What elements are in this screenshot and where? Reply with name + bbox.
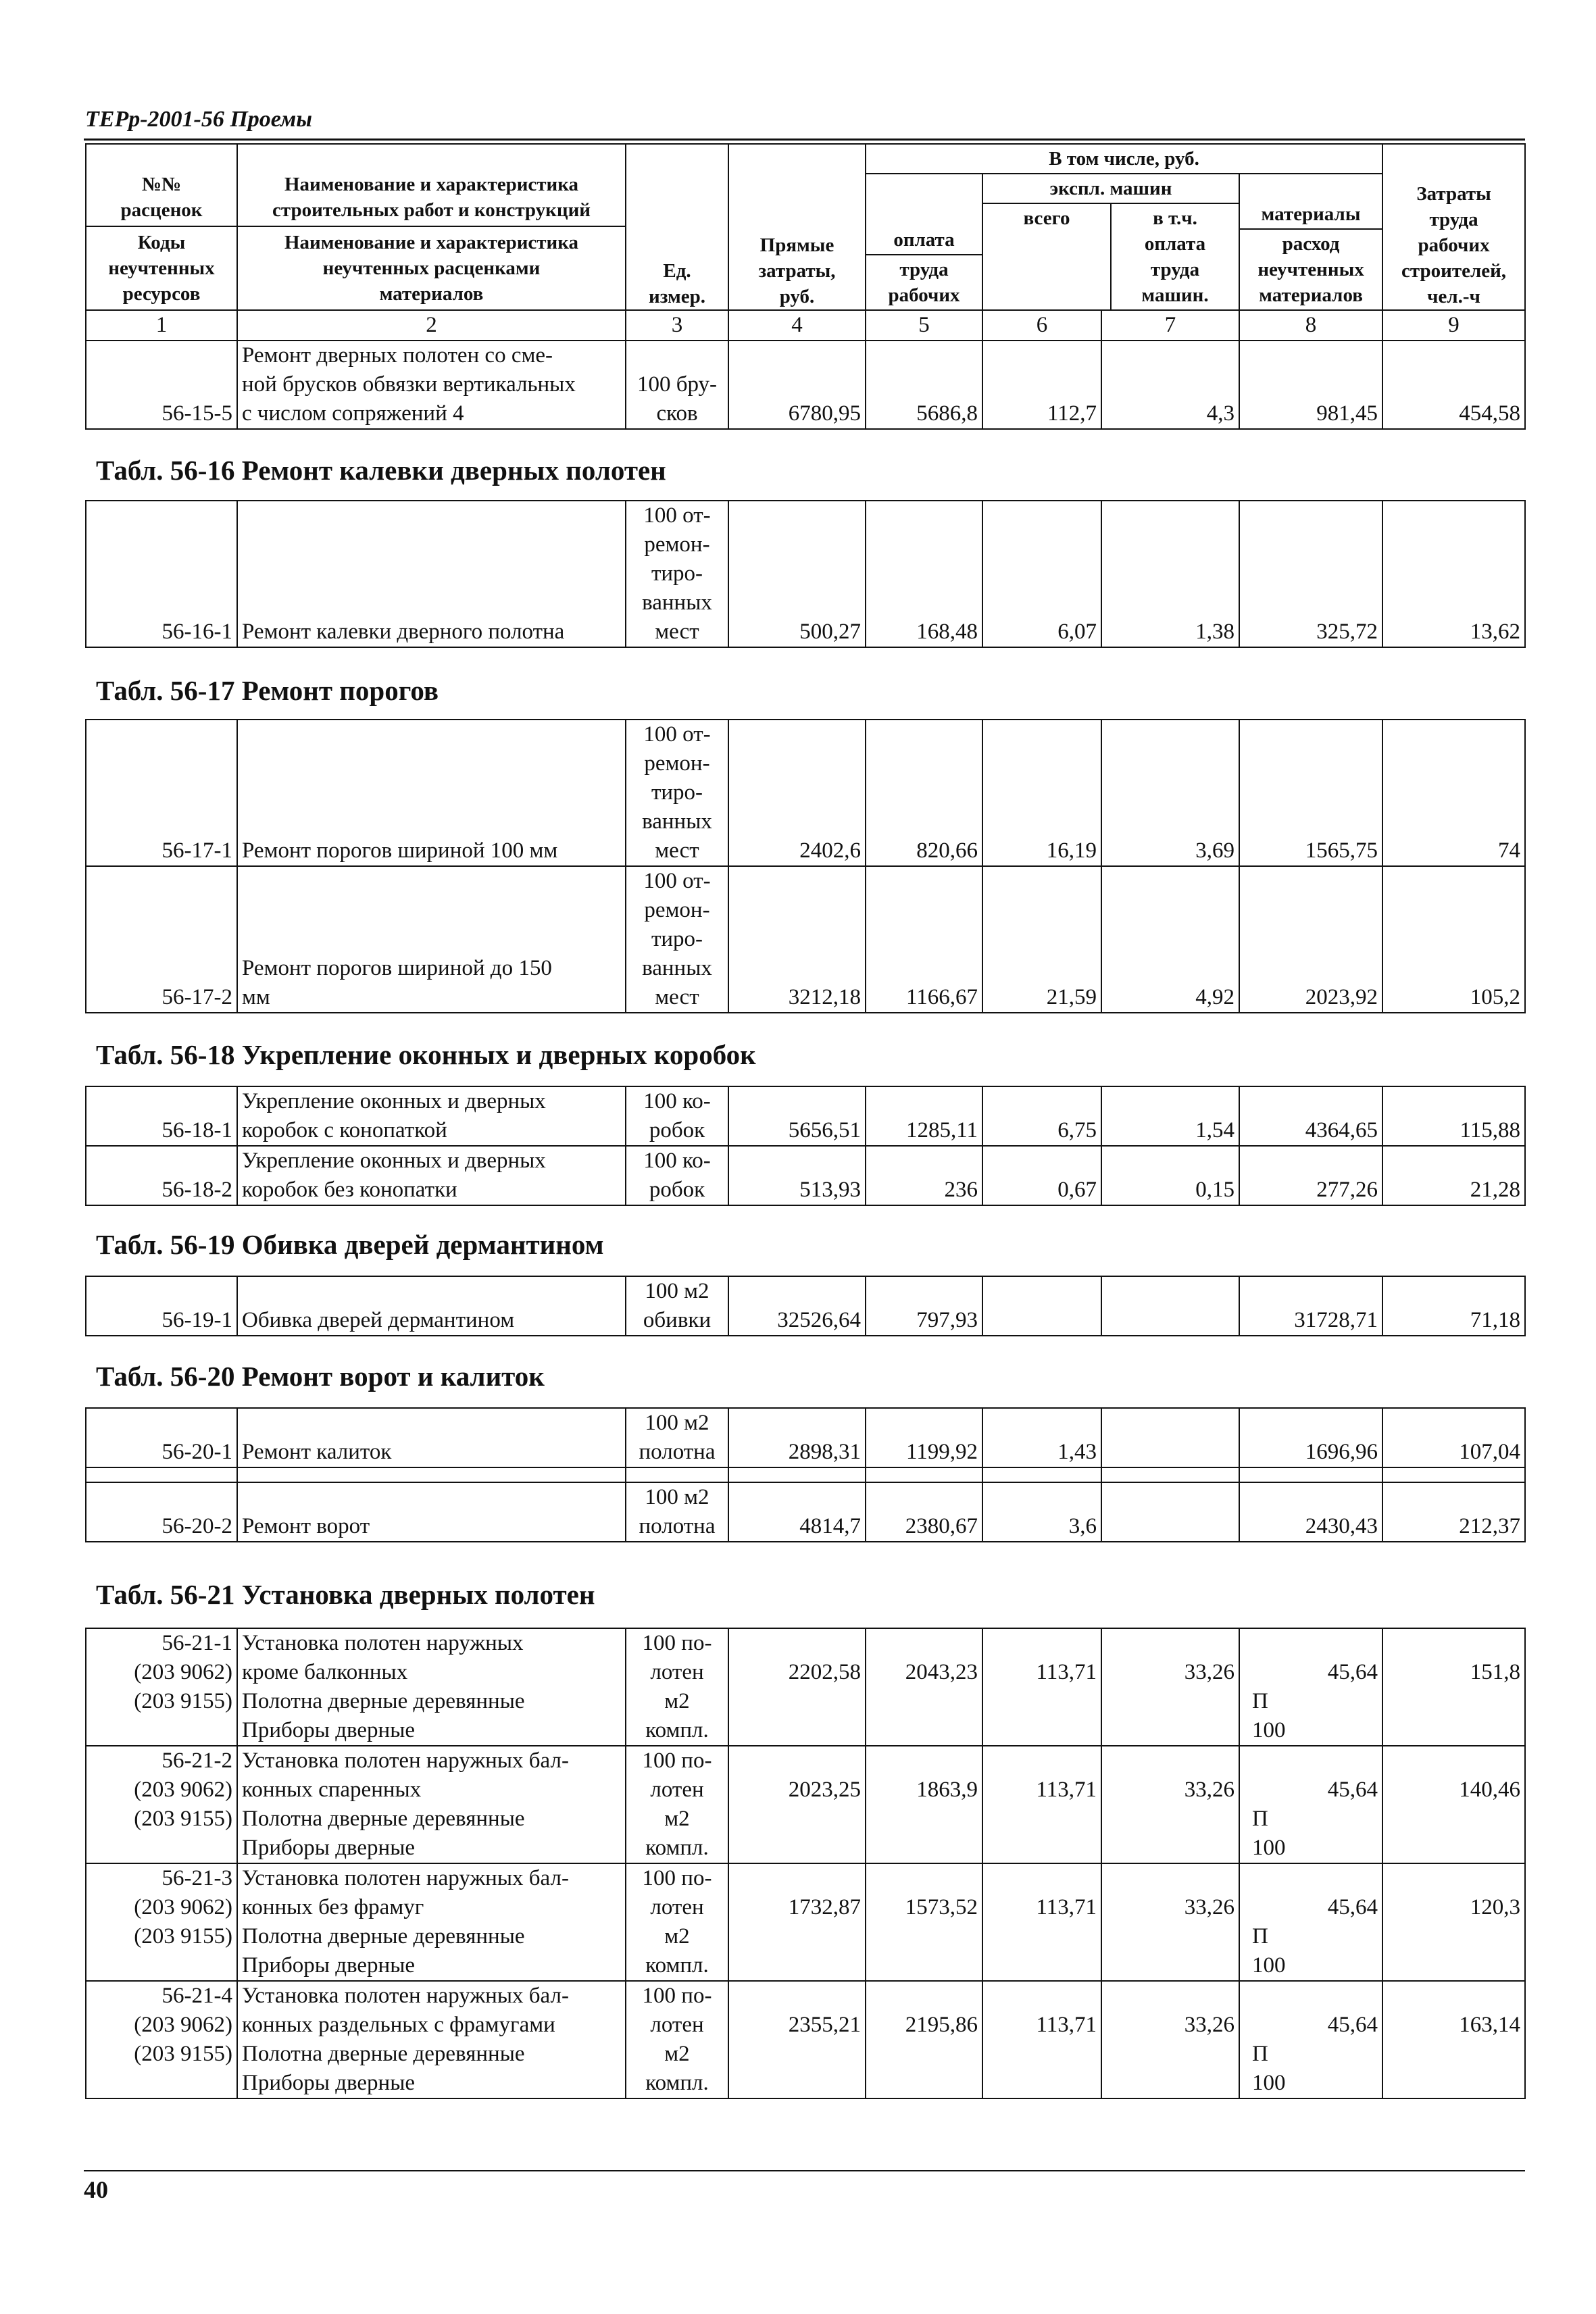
machine-costs: 113,71	[982, 1746, 1101, 1863]
machine-operator-wages: 33,26	[1101, 1863, 1239, 1981]
header-including-group: В том числе, руб.	[1049, 148, 1199, 170]
labor-hours: 151,8	[1382, 1628, 1525, 1746]
rate-code: 56-20-1	[86, 1408, 237, 1467]
table-row	[86, 1276, 1525, 1336]
direct-costs: 32526,64	[728, 1276, 866, 1336]
worker-wages: 1573,52	[866, 1863, 982, 1981]
unit: 100 по- лотен м2 компл.	[626, 1863, 728, 1981]
work-name: Ремонт порогов шириной 100 мм	[237, 720, 626, 866]
unit: 100 по- лотен м2 компл.	[626, 1981, 728, 2098]
rate-code: 56-18-2	[86, 1146, 237, 1205]
materials-cost-value: 45,64	[1327, 1778, 1378, 1802]
unit: 100 бру- сков	[626, 341, 728, 429]
column-number: 7	[1101, 310, 1239, 341]
column-number: 1	[86, 310, 237, 341]
rates-table-header	[85, 143, 1526, 430]
machine-costs: 16,19	[982, 720, 1101, 866]
rate-code: 56-16-1	[86, 501, 237, 647]
unit: 100 м2 обивки	[626, 1276, 728, 1336]
table-56-19	[85, 1276, 1526, 1336]
worker-wages: 820,66	[866, 720, 982, 866]
materials-unaccounted-note: 100	[1252, 1836, 1286, 1860]
materials-cost: 4364,65	[1239, 1086, 1382, 1146]
work-name: Установка полотен наружных бал- конных без фрамуг Полотна дверные деревянные Приборы дверные	[237, 1863, 626, 1981]
machine-costs: 113,71	[982, 1981, 1101, 2098]
worker-wages: 2380,67	[866, 1482, 982, 1542]
worker-wages: 1199,92	[866, 1408, 982, 1467]
section-title-56-20: Табл. 56-20 Ремонт ворот и калиток	[96, 1361, 545, 1392]
machine-operator-wages: 4,3	[1101, 341, 1239, 429]
header-col1-top: №№ расценок	[86, 169, 236, 227]
machine-costs	[982, 1276, 1101, 1336]
worker-wages: 168,48	[866, 501, 982, 647]
direct-costs: 2402,6	[728, 720, 866, 866]
direct-costs: 513,93	[728, 1146, 866, 1205]
column-number: 3	[626, 310, 728, 341]
materials-cost: 2023,92	[1239, 866, 1382, 1013]
column-number-row	[86, 310, 1525, 341]
labor-hours: 115,88	[1382, 1086, 1525, 1146]
labor-hours: 13,62	[1382, 501, 1525, 647]
rate-code: 56-21-1 (203 9062) (203 9155)	[86, 1628, 237, 1746]
labor-hours: 163,14	[1382, 1981, 1525, 2098]
table-56-16	[85, 500, 1526, 648]
materials-cost: 277,26	[1239, 1146, 1382, 1205]
table-row	[86, 1408, 1525, 1467]
machine-operator-wages: 33,26	[1101, 1746, 1239, 1863]
table-row	[86, 501, 1525, 647]
rows-56-15	[86, 341, 1525, 429]
machine-operator-wages: 3,69	[1101, 720, 1239, 866]
table-56-20	[85, 1407, 1526, 1542]
work-name: Ремонт порогов шириной до 150 мм	[237, 866, 626, 1013]
section-title-56-17: Табл. 56-17 Ремонт порогов	[96, 675, 439, 706]
materials-cost-value: 45,64	[1327, 1660, 1378, 1684]
unit: 100 м2 полотна	[626, 1408, 728, 1467]
rate-code: 56-15-5	[86, 341, 237, 429]
unit: 100 от- ремон- тиро- ванных мест	[626, 866, 728, 1013]
machine-operator-wages: 4,92	[1101, 866, 1239, 1013]
rate-code: 56-21-3 (203 9062) (203 9155)	[86, 1863, 237, 1981]
rate-code: 56-18-1	[86, 1086, 237, 1146]
materials-cost	[1239, 1863, 1382, 1981]
machine-operator-wages: 33,26	[1101, 1628, 1239, 1746]
column-number: 9	[1382, 310, 1525, 341]
materials-cost: 1696,96	[1239, 1408, 1382, 1467]
running-head: ТЕРр-2001-56 Проемы	[85, 107, 312, 132]
table-row	[86, 341, 1525, 429]
materials-cost: 1565,75	[1239, 720, 1382, 866]
header-col1-bottom: Коды неучтенных ресурсов	[108, 232, 215, 305]
table-row	[86, 1746, 1525, 1863]
materials-cost	[1239, 1746, 1382, 1863]
rate-code: 56-17-1	[86, 720, 237, 866]
machine-costs: 6,75	[982, 1086, 1101, 1146]
work-name: Ремонт ворот	[237, 1482, 626, 1542]
machine-operator-wages: 1,54	[1101, 1086, 1239, 1146]
header-unit: Ед. измер.	[649, 260, 705, 307]
machine-costs: 113,71	[982, 1863, 1101, 1981]
header-machines-group: экспл. машин	[983, 174, 1239, 204]
unit: 100 м2 полотна	[626, 1482, 728, 1542]
materials-unaccounted-note: П	[1252, 1807, 1268, 1831]
worker-wages: 5686,8	[866, 341, 982, 429]
header-materials-top: материалы	[1240, 200, 1382, 230]
materials-cost: 31728,71	[1239, 1276, 1382, 1336]
table-row	[86, 1981, 1525, 2098]
machine-costs: 0,67	[982, 1146, 1101, 1205]
spacer-row	[86, 1467, 1525, 1482]
unit: 100 ко- робок	[626, 1086, 728, 1146]
header-labor: Затраты труда рабочих строителей, чел.-ч	[1401, 183, 1507, 307]
labor-hours: 21,28	[1382, 1146, 1525, 1205]
header-col2-bottom: Наименование и характеристика неучтенных расценками материалов	[284, 232, 579, 305]
column-number: 4	[728, 310, 866, 341]
materials-cost: 2430,43	[1239, 1482, 1382, 1542]
machine-costs: 6,07	[982, 501, 1101, 647]
unit: 100 от- ремон- тиро- ванных мест	[626, 501, 728, 647]
header-wages-bottom: труда рабочих	[888, 259, 960, 306]
materials-unaccounted-note: 100	[1252, 2071, 1286, 2095]
labor-hours: 71,18	[1382, 1276, 1525, 1336]
worker-wages: 2195,86	[866, 1981, 982, 2098]
section-title-56-18: Табл. 56-18 Укрепление оконных и дверных коробок	[96, 1039, 756, 1070]
labor-hours: 140,46	[1382, 1746, 1525, 1863]
worker-wages: 1166,67	[866, 866, 982, 1013]
machine-operator-wages: 33,26	[1101, 1981, 1239, 2098]
materials-cost: 325,72	[1239, 501, 1382, 647]
work-name: Установка полотен наружных кроме балконных Полотна дверные деревянные Приборы дверные	[237, 1628, 626, 1746]
direct-costs: 4814,7	[728, 1482, 866, 1542]
column-number: 2	[237, 310, 626, 341]
labor-hours: 454,58	[1382, 341, 1525, 429]
direct-costs: 2023,25	[728, 1746, 866, 1863]
rate-code: 56-17-2	[86, 866, 237, 1013]
worker-wages: 2043,23	[866, 1628, 982, 1746]
header-wages-top: оплата	[866, 226, 982, 255]
machine-costs: 113,71	[982, 1628, 1101, 1746]
rate-code: 56-21-2 (203 9062) (203 9155)	[86, 1746, 237, 1863]
machine-costs: 21,59	[982, 866, 1101, 1013]
direct-costs: 2898,31	[728, 1408, 866, 1467]
direct-costs: 2202,58	[728, 1628, 866, 1746]
direct-costs: 3212,18	[728, 866, 866, 1013]
machine-costs: 112,7	[982, 341, 1101, 429]
work-name: Укрепление оконных и дверных коробок с конопаткой	[237, 1086, 626, 1146]
section-title-56-16: Табл. 56-16 Ремонт калевки дверных полотен	[96, 455, 666, 486]
header-machines-total: всего	[983, 204, 1112, 309]
labor-hours: 105,2	[1382, 866, 1525, 1013]
machine-operator-wages	[1101, 1276, 1239, 1336]
machine-operator-wages: 0,15	[1101, 1146, 1239, 1205]
work-name: Ремонт калевки дверного полотна	[237, 501, 626, 647]
direct-costs: 5656,51	[728, 1086, 866, 1146]
materials-cost	[1239, 1981, 1382, 2098]
materials-cost-value: 45,64	[1327, 2013, 1378, 2037]
materials-unaccounted-note: 100	[1252, 1718, 1286, 1742]
direct-costs: 1732,87	[728, 1863, 866, 1981]
page-number: 40	[84, 2176, 108, 2203]
header-col2-top: Наименование и характеристика строительных работ и конструкций	[238, 169, 625, 227]
labor-hours: 120,3	[1382, 1863, 1525, 1981]
unit: 100 по- лотен м2 компл.	[626, 1746, 728, 1863]
labor-hours: 212,37	[1382, 1482, 1525, 1542]
materials-cost-value: 45,64	[1327, 1895, 1378, 1919]
machine-operator-wages: 1,38	[1101, 501, 1239, 647]
direct-costs: 2355,21	[728, 1981, 866, 2098]
rate-code: 56-21-4 (203 9062) (203 9155)	[86, 1981, 237, 2098]
unit: 100 от- ремон- тиро- ванных мест	[626, 720, 728, 866]
header-machines-wages: в т.ч. оплата труда машин.	[1141, 207, 1209, 306]
column-number: 5	[866, 310, 982, 341]
direct-costs: 6780,95	[728, 341, 866, 429]
worker-wages: 1863,9	[866, 1746, 982, 1863]
worker-wages: 797,93	[866, 1276, 982, 1336]
worker-wages: 1285,11	[866, 1086, 982, 1146]
unit: 100 ко- робок	[626, 1146, 728, 1205]
labor-hours: 74	[1382, 720, 1525, 866]
table-row	[86, 1628, 1525, 1746]
machine-costs: 3,6	[982, 1482, 1101, 1542]
table-row	[86, 866, 1525, 1013]
worker-wages: 236	[866, 1146, 982, 1205]
header-materials-bottom: расход неучтенных материалов	[1257, 233, 1364, 306]
table-56-21	[85, 1628, 1526, 2099]
table-row	[86, 1086, 1525, 1146]
work-name: Обивка дверей дермантином	[237, 1276, 626, 1336]
materials-unaccounted-note: П	[1252, 2042, 1268, 2066]
materials-unaccounted-note: П	[1252, 1689, 1268, 1713]
header-direct-costs: Прямые затраты, руб.	[758, 234, 836, 307]
table-56-18	[85, 1086, 1526, 1206]
materials-unaccounted-note: 100	[1252, 1953, 1286, 1978]
work-name: Установка полотен наружных бал- конных раздельных с фрамугами Полотна дверные деревянные Приборы дверные	[237, 1981, 626, 2098]
table-row	[86, 1146, 1525, 1205]
machine-operator-wages	[1101, 1408, 1239, 1467]
column-number: 6	[982, 310, 1101, 341]
table-row	[86, 720, 1525, 866]
table-56-17	[85, 719, 1526, 1013]
section-title-56-21: Табл. 56-21 Установка дверных полотен	[96, 1579, 595, 1610]
section-title-56-19: Табл. 56-19 Обивка дверей дермантином	[96, 1229, 604, 1260]
labor-hours: 107,04	[1382, 1408, 1525, 1467]
header-rule	[84, 139, 1525, 141]
work-name: Ремонт калиток	[237, 1408, 626, 1467]
materials-unaccounted-note: П	[1252, 1924, 1268, 1948]
materials-cost: 981,45	[1239, 341, 1382, 429]
rate-code: 56-19-1	[86, 1276, 237, 1336]
materials-cost	[1239, 1628, 1382, 1746]
table-row	[86, 1863, 1525, 1981]
column-number: 8	[1239, 310, 1382, 341]
work-name: Укрепление оконных и дверных коробок без конопатки	[237, 1146, 626, 1205]
direct-costs: 500,27	[728, 501, 866, 647]
footer-rule	[84, 2170, 1525, 2171]
work-name: Установка полотен наружных бал- конных спаренных Полотна дверные деревянные Приборы дверные	[237, 1746, 626, 1863]
rate-code: 56-20-2	[86, 1482, 237, 1542]
unit: 100 по- лотен м2 компл.	[626, 1628, 728, 1746]
machine-costs: 1,43	[982, 1408, 1101, 1467]
table-row	[86, 1482, 1525, 1542]
machine-operator-wages	[1101, 1482, 1239, 1542]
work-name: Ремонт дверных полотен со сме- ной брусков обвязки вертикальных с числом сопряжений 4	[237, 341, 626, 429]
